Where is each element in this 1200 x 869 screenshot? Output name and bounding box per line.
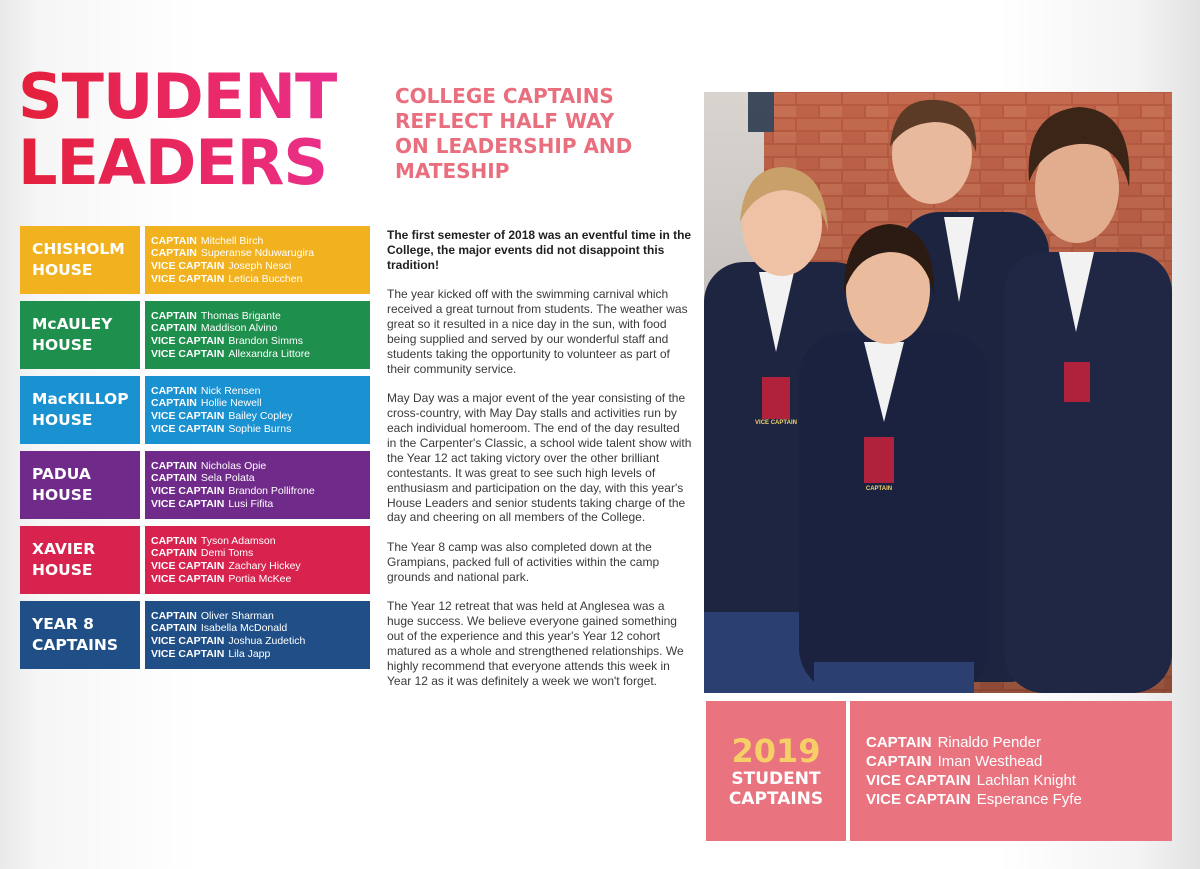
role-label: CAPTAIN <box>151 247 197 260</box>
house-name <box>20 451 140 519</box>
role-label: CAPTAIN <box>151 309 197 322</box>
leader-entry <box>151 648 370 661</box>
headline-line: COLLEGE CAPTAINS <box>395 84 614 108</box>
role-label: CAPTAIN <box>151 609 197 622</box>
person-name: Esperance Fyfe <box>976 791 1082 808</box>
role-label: CAPTAIN <box>151 472 197 485</box>
person-name: Zachary Hickey <box>228 560 301 572</box>
role-label: VICE CAPTAIN <box>151 260 225 272</box>
article-paragraph: The year kicked off with the swimming carnival which received a great turnout from students. The weather was great so it resulted in a nice day in the sun, with food being supplied and served by our wonderful staff and students taking the opportunity to volunteer as part of their community service. <box>387 287 688 376</box>
article-paragraph: The Year 8 camp was also completed down at the Grampians, packed full of activities within the camp grounds and national park. <box>387 539 660 584</box>
captain-entry <box>866 733 1172 752</box>
person-name: Iman Westhead <box>937 753 1043 770</box>
house-name-line: CAPTAINS <box>32 636 118 654</box>
article-paragraph: The Year 12 retreat that was held at Anglesea was a huge success. We believe everyone gained something out of the experience and this year's Year 12 cohort matured as a whole and strengthened relationships. We highly recommend that everyone attends this week in Year 12 as it was definitely a week we won't forget. <box>387 599 684 688</box>
person-name: Brandon Pollifrone <box>228 485 315 497</box>
person-name: Allexandra Littore <box>228 347 311 360</box>
leader-entry <box>151 472 370 485</box>
leader-entry <box>151 260 370 273</box>
leader-entry <box>151 547 370 560</box>
person-name: Portia McKee <box>228 572 292 585</box>
house-row <box>20 301 370 369</box>
house-name-line: PADUA <box>32 465 91 483</box>
leader-entry <box>151 410 370 423</box>
person-name: Superanse Nduwarugira <box>200 247 315 260</box>
role-label: VICE CAPTAIN <box>151 422 225 435</box>
house-leaders <box>145 376 370 444</box>
leader-entry <box>151 485 370 498</box>
role-label: VICE CAPTAIN <box>866 791 971 808</box>
house-name-line: HOUSE <box>32 486 93 504</box>
photo-illustration <box>704 92 1172 693</box>
house-name-line: McAULEY <box>32 315 113 333</box>
house-leaders <box>145 526 370 594</box>
leader-entry <box>151 310 370 323</box>
leader-entry <box>151 335 370 348</box>
person-name: Rinaldo Pender <box>937 734 1041 751</box>
house-name-line: HOUSE <box>32 261 93 279</box>
house-name <box>20 301 140 369</box>
role-label: CAPTAIN <box>866 753 932 770</box>
person-name: Leticia Bucchen <box>228 272 303 285</box>
person-name: Sela Polata <box>200 472 255 485</box>
captains-2019-panel <box>706 701 1172 841</box>
person-name: Mitchell Birch <box>200 234 264 247</box>
badge-label: CAPTAIN <box>865 486 893 492</box>
role-label: CAPTAIN <box>151 534 197 547</box>
role-label: CAPTAIN <box>151 622 197 635</box>
house-leaders <box>145 226 370 294</box>
person-name: Oliver Sharman <box>200 609 274 622</box>
article-paragraph: May Day was a major event of the year consisting of the cross-country, with May Day stalls and activities run by each individual homeroom. The end of the day resulted in the Carpenter's Classic, a school wide talent show with the Year 12 act taking victory over the other brilliant contestants. It was great to see such high levels of enthusiasm and participation on the day, with this year's House Leaders and senior students taking charge of the day and cheering on all members of the College. <box>387 391 692 525</box>
person-name: Maddison Alvino <box>200 322 278 335</box>
house-name-line: HOUSE <box>32 561 93 579</box>
house-name <box>20 526 140 594</box>
captain-entry <box>866 771 1172 790</box>
house-name-line: YEAR 8 <box>32 615 94 633</box>
house-leaders-list <box>20 226 370 676</box>
role-label: VICE CAPTAIN <box>151 497 225 510</box>
person-name: Sophie Burns <box>228 422 292 435</box>
leader-entry <box>151 535 370 548</box>
house-row <box>20 451 370 519</box>
headline-line: ON LEADERSHIP AND <box>395 134 633 158</box>
leader-entry <box>151 322 370 335</box>
title-line-2: LEADERS <box>18 126 328 199</box>
role-label: CAPTAIN <box>151 547 197 560</box>
role-label: VICE CAPTAIN <box>151 410 225 422</box>
role-label: VICE CAPTAIN <box>151 272 225 285</box>
leader-entry <box>151 610 370 623</box>
house-row <box>20 601 370 669</box>
leader-entry <box>151 235 370 248</box>
person-name: Bailey Copley <box>228 410 293 422</box>
article-body <box>387 228 692 703</box>
captain-entry <box>866 790 1172 809</box>
role-label: CAPTAIN <box>151 322 197 335</box>
house-leaders <box>145 301 370 369</box>
person-name: Hollie Newell <box>200 397 262 410</box>
headline-line: REFLECT HALF WAY <box>395 109 615 133</box>
house-leaders <box>145 451 370 519</box>
captains-year: 2019 <box>731 732 821 770</box>
house-name-line: XAVIER <box>32 540 96 558</box>
article-headline <box>395 84 695 184</box>
person-name: Nicholas Opie <box>200 459 267 472</box>
captain-entry <box>866 752 1172 771</box>
house-name-line: CHISHOLM <box>32 240 125 258</box>
house-name <box>20 601 140 669</box>
leader-entry <box>151 460 370 473</box>
role-label: CAPTAIN <box>151 459 197 472</box>
headline-line: MATESHIP <box>395 159 510 183</box>
role-label: VICE CAPTAIN <box>151 572 225 585</box>
leader-entry <box>151 423 370 436</box>
house-name-line: HOUSE <box>32 336 93 354</box>
captains-label-line: CAPTAINS <box>728 789 824 809</box>
house-name <box>20 376 140 444</box>
article-lead: The first semester of 2018 was an eventful time in the College, the major events did not disappoint this tradition! <box>387 228 692 272</box>
role-label: VICE CAPTAIN <box>151 635 225 647</box>
role-label: VICE CAPTAIN <box>151 560 225 572</box>
page-title <box>18 60 378 199</box>
house-row <box>20 376 370 444</box>
person-name: Thomas Brigante <box>200 309 281 322</box>
leader-entry <box>151 635 370 648</box>
person-name: Lachlan Knight <box>976 772 1076 789</box>
person-name: Joshua Zudetich <box>228 635 306 647</box>
person-name: Tyson Adamson <box>200 534 276 547</box>
title-line-1: STUDENT <box>18 60 337 133</box>
leader-entry <box>151 397 370 410</box>
leader-entry <box>151 273 370 286</box>
role-label: VICE CAPTAIN <box>151 335 225 347</box>
captains-2019-list <box>850 701 1172 841</box>
house-leaders <box>145 601 370 669</box>
house-name-line: HOUSE <box>32 411 93 429</box>
person-name: Brandon Simms <box>228 335 304 347</box>
role-label: VICE CAPTAIN <box>866 772 971 789</box>
leader-entry <box>151 560 370 573</box>
captains-2019-heading <box>706 701 846 841</box>
role-label: CAPTAIN <box>866 734 932 751</box>
person-name: Isabella McDonald <box>200 622 288 635</box>
badge-label: VICE CAPTAIN <box>755 420 797 426</box>
leader-entry <box>151 498 370 511</box>
person-name: Joseph Nesci <box>228 260 292 272</box>
leader-entry <box>151 348 370 361</box>
house-row <box>20 526 370 594</box>
role-label: CAPTAIN <box>151 384 197 397</box>
leader-entry <box>151 247 370 260</box>
person-name: Lusi Fifita <box>228 497 274 510</box>
student-captains-photo <box>704 92 1172 693</box>
person-name: Lila Japp <box>228 647 271 660</box>
role-label: VICE CAPTAIN <box>151 485 225 497</box>
leader-entry <box>151 573 370 586</box>
role-label: CAPTAIN <box>151 234 197 247</box>
captains-label-line: STUDENT <box>731 769 821 789</box>
house-row <box>20 226 370 294</box>
person-name: Demi Toms <box>200 547 254 560</box>
person-name: Nick Rensen <box>200 384 261 397</box>
role-label: VICE CAPTAIN <box>151 647 225 660</box>
role-label: CAPTAIN <box>151 397 197 410</box>
leader-entry <box>151 385 370 398</box>
house-name-line: MacKILLOP <box>32 390 129 408</box>
house-name <box>20 226 140 294</box>
role-label: VICE CAPTAIN <box>151 347 225 360</box>
leader-entry <box>151 622 370 635</box>
